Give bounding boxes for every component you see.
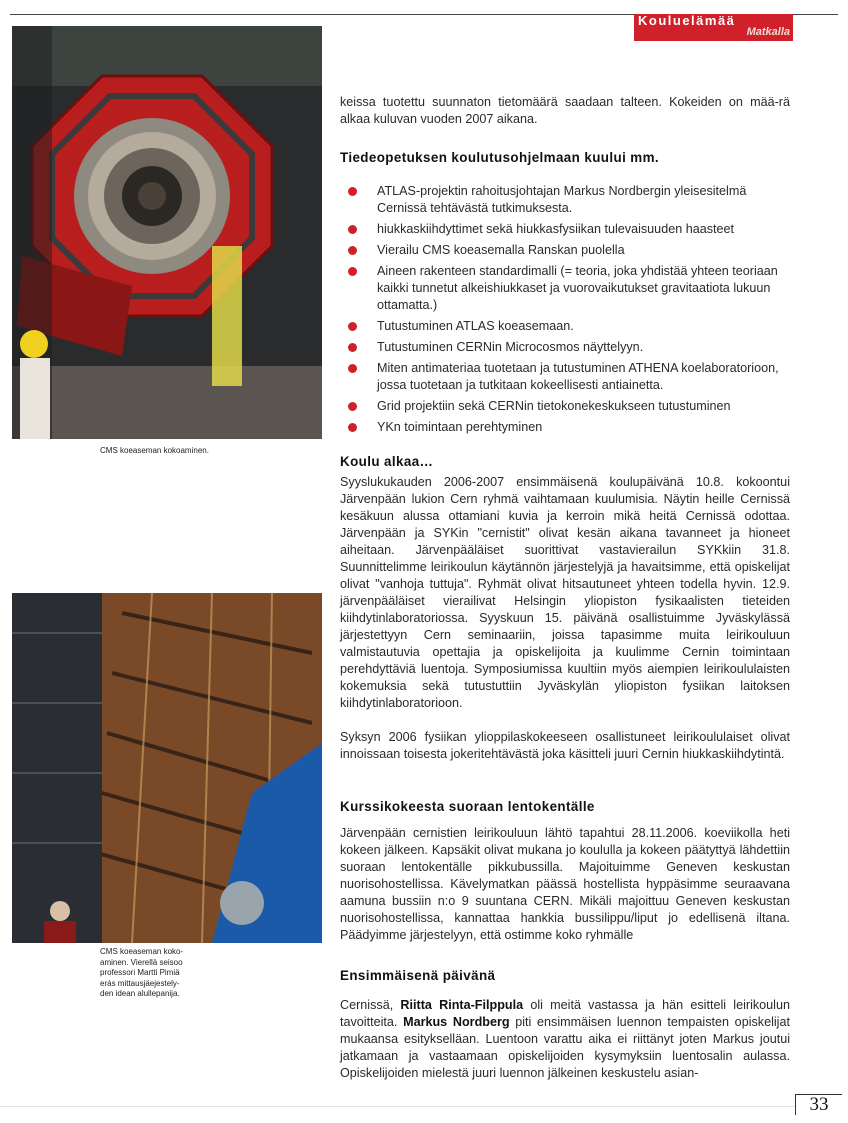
bullet-icon — [348, 343, 357, 352]
list-item: hiukkaskiihdyttimet sekä hiukkasfysiikan tulevaisuuden haasteet — [348, 221, 788, 238]
bullet-icon — [348, 322, 357, 331]
cms-detector-photo — [12, 26, 322, 439]
program-list — [348, 183, 788, 440]
bullet-icon — [348, 402, 357, 411]
list-item: Grid projektiin sekä CERNin tietokonekeskukseen tutustuminen — [348, 398, 788, 415]
person-name: Markus Nordberg — [403, 1015, 510, 1029]
list-item: YKn toimintaan perehtyminen — [348, 419, 788, 436]
section-subtitle: Matkalla — [746, 26, 790, 38]
list-item: Vierailu CMS koeasemalla Ranskan puolella — [348, 242, 788, 259]
section3-paragraph: Järvenpään cernistien leirikouluun lähtö tapahtui 28.11.2006. koeviikolla heti kokeen jälkeen. Kapsäkit olivat mukana jo koululla ja kokeen päätyttyä lähdettiin suoraan lentokentälle pikkubussilla. Majoituimme Geneven keskustan nuorisohostellissa. Kävelymatkan päässä hostellista hyppäsimme seuraavana aamuna bussiin n:o 9 suuntana CERN. Mikäli majoittuu Geneven keskustan nuorisohostellissa, kannattaa hankkia bussilippu/liput jo edellisenä iltana. Päädyimme järjestelyyn, että ostimme koko ryhmälle — [340, 826, 790, 942]
section4-heading: Ensimmäisenä päivänä — [340, 968, 496, 983]
photo2-caption: CMS koeaseman koko- aminen. Vierellä seisoo professori Martti Pimiä erás mittausjäejestely- den idean alullepanija. — [100, 947, 184, 998]
page-number: 33 — [795, 1094, 842, 1115]
bullet-icon — [348, 187, 357, 196]
list-item: Tutustuminen ATLAS koeasemaan. — [348, 318, 788, 335]
section-header — [634, 14, 793, 41]
section2-paragraph-2: Syksyn 2006 fysiikan ylioppilaskokeeseen osallistuneet leirikoululaiset olivat innoissaan toisesta jokeritehtävästä joka käsitteli juuri Cernin hiukkaskiihdytintä. — [340, 730, 790, 761]
list-item: Aineen rakenteen standardimalli (= teoria, joka yhdistää yhteen teoriaan kaikki tunnetut alkeishiukkaset ja vuorovaikutukset gravitaatiota lukuun ottamatta.) — [348, 263, 788, 314]
cms-detector-photo-2 — [12, 593, 322, 943]
section2-heading: Koulu alkaa… — [340, 454, 434, 469]
bullet-icon — [348, 423, 357, 432]
section3-body — [340, 825, 790, 946]
section2-body — [340, 474, 790, 763]
section1-heading: Tiedeopetuksen koulutusohjelmaan kuului mm. — [340, 150, 660, 165]
section2-paragraph-1: Syyslukukauden 2006-2007 ensimmäisenä koulupäivänä 10.8. kokoontui Järvenpään lukion Cern ryhmä vaihtamaan kuulumisia. Näytin heille Cernissä kesäkuun alussa ottamiani kuvia ja kerroin mikä heitä Cernissä odottaa. Järvenpään ja SYKin "cernistit" olivat kesän aikana tavanneet ja hioneet aiheitaan. Järvenpääläiset suorittivat vastavierailun SYKkiin 31.8. Suunnittelimme leirikoulun käytännön järjestelyjä ja havaitsimme, että opiskelijat olivat "vanhoja tuttuja". Ryhmät olivat hitsautuneet yhteen todella hyvin. 12.9. järvenpääläiset vierailivat Helsingin yliopiston fysikaalisten tieteiden kiihdytinlaboratoriossa. Syyskuun 15. päivänä osallistuimme Jyväskylässä järjestettyyn Cern seminaariin, joissa tapasimme muita leirikouluun valmistautuvia opettajia ja opiskelijoita ja kuulimme Cernin toimintaan perehdyttäviä luentoja. Symposiumissa kuultiin myös aiempien leirikoululaisten kokemuksia sekä tutustuttiin Jyväskylän yliopiston fysiikan laitoksen kiihdytinlaboratorioon. — [340, 475, 790, 710]
bullet-icon — [348, 267, 357, 276]
list-item: ATLAS-projektin rahoitusjohtajan Markus Nordbergin yleisesitelmä Cernissä tehtävästä tutkimuksesta. — [348, 183, 788, 217]
bullet-icon — [348, 225, 357, 234]
bullet-icon — [348, 364, 357, 373]
photo1-caption: CMS koeaseman kokoaminen. — [100, 446, 209, 455]
bottom-rule — [0, 1106, 795, 1107]
section4-paragraph: Cernissä, Riitta Rinta-Filppula oli meitä vastassa ja hän esitteli leirikoulun tavoitteita. Markus Nordberg piti ensimmäisen luennon tempaisten opiskelijat mukaansa esitykselläan. Luentoon varattu aika ei riittänyt joten Markus joutui jatkamaan ja vastaamaan opiskelijoiden kysymyksiin luentosalin aulassa. Opiskelijoiden mielestä juuri luennon jälkeinen keskustelu asian- — [340, 998, 790, 1080]
list-item: Tutustuminen CERNin Microcosmos näyttelyyn. — [348, 339, 788, 356]
section3-heading: Kurssikokeesta suoraan lentokentälle — [340, 799, 595, 814]
section-title: Kouluelämää — [638, 13, 736, 28]
section4-body — [340, 997, 790, 1082]
list-item: Miten antimateriaa tuotetaan ja tutustuminen ATHENA koelaboratorioon, jossa tuotetaan ja tutkitaan kokeellisesti antiainetta. — [348, 360, 788, 394]
bullet-icon — [348, 246, 357, 255]
person-name: Riitta Rinta-Filppula — [400, 998, 524, 1012]
lead-text: keissa tuotettu suunnaton tietomäärä saadaan talteen. Kokeiden on mää-rä alkaa kuluvan vuoden 2007 aikana. — [340, 95, 790, 126]
lead-paragraph — [340, 94, 790, 128]
